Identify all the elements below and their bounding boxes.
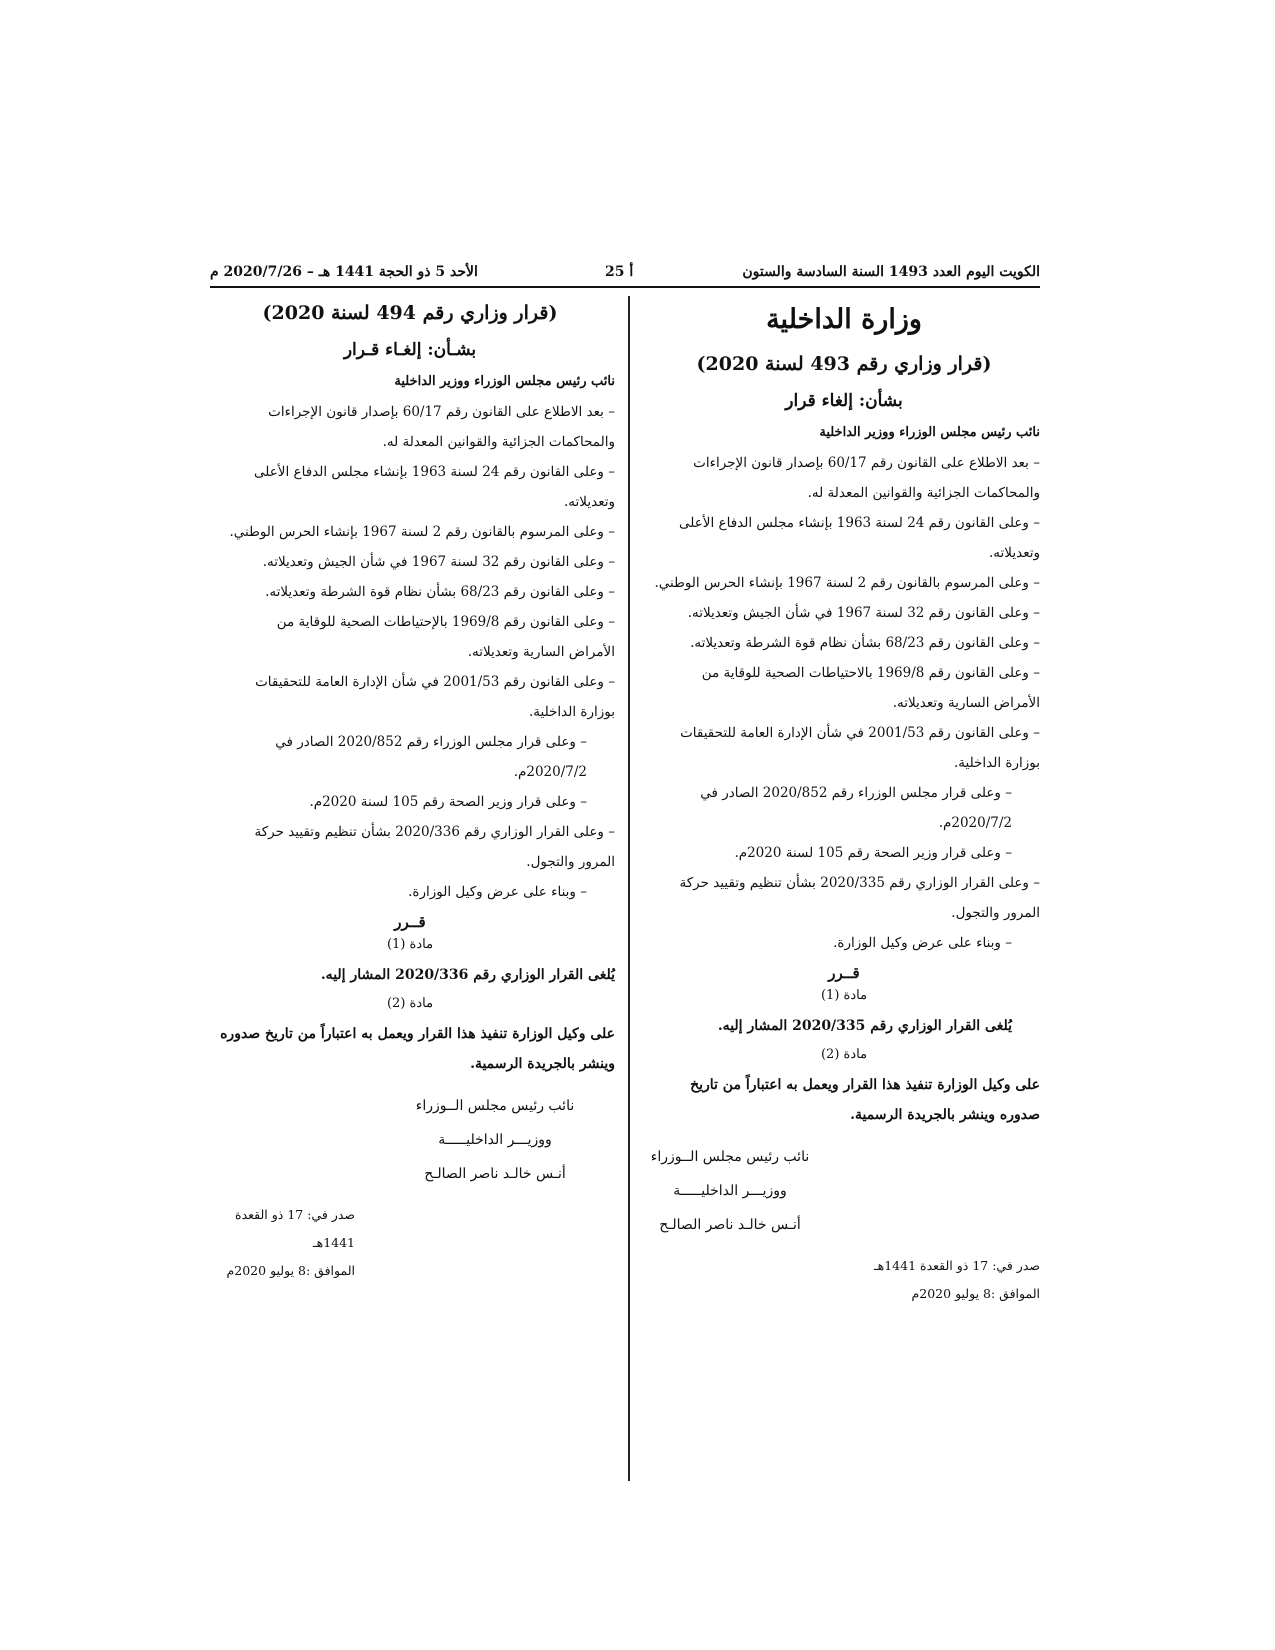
whereas-line: – وعلى القانون رقم 24 لسنة 1963 بإنشاء مجلس الدفاع الأعلى: [679, 515, 1040, 531]
article-2-heading: مادة (2): [820, 1047, 868, 1062]
signature-block: [648, 1140, 850, 1242]
whereas-line: 2020/7/2م.: [938, 815, 1012, 831]
decree-title: (قرار وزاري رقم 494 لسنة 2020): [262, 302, 558, 324]
page-header: [210, 258, 1040, 288]
whereas-list: [205, 397, 615, 907]
issued-date: صدر في: 17 ذو القعدة 1441هـ: [873, 1258, 1040, 1273]
issue-date-block: [648, 1252, 1040, 1308]
whereas-line: – بعد الاطلاع على القانون رقم 60/17 بإصدار قانون الإجراءات: [693, 455, 1040, 471]
whereas-line: بوزارة الداخلية.: [953, 755, 1040, 771]
signature-title: نائب رئيس مجلس الــوزراء: [415, 1098, 575, 1114]
issue-date-block: [205, 1201, 355, 1285]
signature-ministry: ووزيـــر الداخليـــــة: [438, 1132, 552, 1148]
decree-493-column: [648, 298, 1040, 1308]
signature-name: أنـس خالـد ناصر الصالـح: [659, 1217, 801, 1233]
decree-title: (قرار وزاري رقم 493 لسنة 2020): [696, 353, 992, 375]
article-1-heading: مادة (1): [386, 937, 434, 952]
corresponding-date: الموافق :8 يوليو 2020م: [911, 1286, 1040, 1301]
whereas-line: 2020/7/2م.: [513, 764, 587, 780]
article-2-text: على وكيل الوزارة تنفيذ هذا القرار ويعمل به اعتباراً من تاريخ صدوره وينشر بالجريدة الرسمية.: [220, 1026, 615, 1072]
whereas-line: – وعلى المرسوم بالقانون رقم 2 لسنة 1967 بإنشاء الحرس الوطني.: [654, 575, 1040, 591]
whereas-line: الأمراض السارية وتعديلاته.: [892, 695, 1040, 711]
ministry-heading: وزارة الداخلية: [766, 304, 922, 335]
article-1-heading: مادة (1): [820, 988, 868, 1003]
whereas-line: والمحاكمات الجزائية والقوانين المعدلة له.: [382, 434, 615, 450]
signature-title: نائب رئيس مجلس الــوزراء: [650, 1149, 810, 1165]
column-divider: [628, 296, 630, 1481]
whereas-line: – وعلى قرار وزير الصحة رقم 105 لسنة 2020م.: [734, 845, 1012, 861]
header-publication: الكويت اليوم العدد 1493 السنة السادسة والستون: [742, 264, 1040, 280]
header-date: الأحد 5 ذو الحجة 1441 هـ – 2020/7/26 م: [210, 264, 478, 280]
header-page-number: أ 25: [605, 264, 634, 280]
whereas-line: – وعلى القانون رقم 2001/53 في شأن الإدارة العامة للتحقيقات: [680, 725, 1040, 741]
whereas-line: وتعديلاته.: [564, 494, 615, 510]
whereas-list: [648, 448, 1040, 958]
article-2-heading: مادة (2): [386, 996, 434, 1011]
decided-heading: قــرر: [394, 913, 426, 931]
issued-date: صدر في: 17 ذو القعدة 1441هـ: [235, 1207, 355, 1250]
decree-issuer: نائب رئيس مجلس الوزراء ووزير الداخلية: [394, 374, 615, 389]
article-1-text: يُلغى القرار الوزاري رقم 2020/336 المشار إليه.: [320, 967, 615, 983]
whereas-line: – وبناء على عرض وكيل الوزارة.: [408, 884, 587, 900]
whereas-line: والمحاكمات الجزائية والقوانين المعدلة له.: [807, 485, 1040, 501]
whereas-line: – وعلى القانون رقم 32 لسنة 1967 في شأن الجيش وتعديلاته.: [687, 605, 1040, 621]
whereas-line: – وعلى القرار الوزاري رقم 2020/336 بشأن تنظيم وتقييد حركة: [254, 824, 615, 840]
signature-block: [205, 1089, 615, 1191]
whereas-line: وتعديلاته.: [989, 545, 1040, 561]
whereas-line: – بعد الاطلاع على القانون رقم 60/17 بإصدار قانون الإجراءات: [268, 404, 615, 420]
whereas-line: – وبناء على عرض وكيل الوزارة.: [833, 935, 1012, 951]
whereas-line: – وعلى قرار مجلس الوزراء رقم 2020/852 الصادر في: [275, 734, 587, 750]
decree-494-column: [205, 298, 615, 1285]
article-2-text: على وكيل الوزارة تنفيذ هذا القرار ويعمل به اعتباراً من تاريخ صدوره وينشر بالجريدة الرسمية.: [690, 1077, 1040, 1123]
decree-subject: بشـأن: إلغـاء قـرار: [343, 340, 477, 360]
header-rule: [210, 286, 1040, 288]
decided-heading: قــرر: [828, 964, 860, 982]
whereas-line: – وعلى القانون رقم 68/23 بشأن نظام قوة الشرطة وتعديلاته.: [265, 584, 615, 600]
corresponding-date: الموافق :8 يوليو 2020م: [226, 1263, 355, 1278]
decree-subject: بشأن: إلغاء قرار: [785, 391, 903, 411]
whereas-line: – وعلى القانون رقم 2001/53 في شأن الإدارة العامة للتحقيقات: [255, 674, 615, 690]
whereas-line: المرور والتجول.: [951, 905, 1040, 921]
whereas-line: – وعلى القانون رقم 1969/8 بالاحتياطات الصحية للوقاية من: [701, 665, 1040, 681]
whereas-line: – وعلى المرسوم بالقانون رقم 2 لسنة 1967 بإنشاء الحرس الوطني.: [229, 524, 615, 540]
whereas-line: – وعلى القانون رقم 24 لسنة 1963 بإنشاء مجلس الدفاع الأعلى: [254, 464, 615, 480]
whereas-line: المرور والتجول.: [526, 854, 615, 870]
whereas-line: – وعلى القرار الوزاري رقم 2020/335 بشأن تنظيم وتقييد حركة: [679, 875, 1040, 891]
signature-ministry: ووزيـــر الداخليـــــة: [673, 1183, 787, 1199]
whereas-line: – وعلى قرار مجلس الوزراء رقم 2020/852 الصادر في: [700, 785, 1012, 801]
article-1-text: يُلغى القرار الوزاري رقم 2020/335 المشار إليه.: [717, 1018, 1012, 1034]
whereas-line: – وعلى قرار وزير الصحة رقم 105 لسنة 2020م.: [309, 794, 587, 810]
decree-issuer: نائب رئيس مجلس الوزراء ووزير الداخلية: [819, 425, 1040, 440]
whereas-line: – وعلى القانون رقم 1969/8 بالإحتياطات الصحية للوقاية من: [276, 614, 615, 630]
signature-name: أنـس خالـد ناصر الصالـح: [424, 1166, 566, 1182]
whereas-line: – وعلى القانون رقم 68/23 بشأن نظام قوة الشرطة وتعديلاته.: [690, 635, 1040, 651]
whereas-line: بوزارة الداخلية.: [528, 704, 615, 720]
whereas-line: الأمراض السارية وتعديلاته.: [467, 644, 615, 660]
whereas-line: – وعلى القانون رقم 32 لسنة 1967 في شأن الجيش وتعديلاته.: [262, 554, 615, 570]
